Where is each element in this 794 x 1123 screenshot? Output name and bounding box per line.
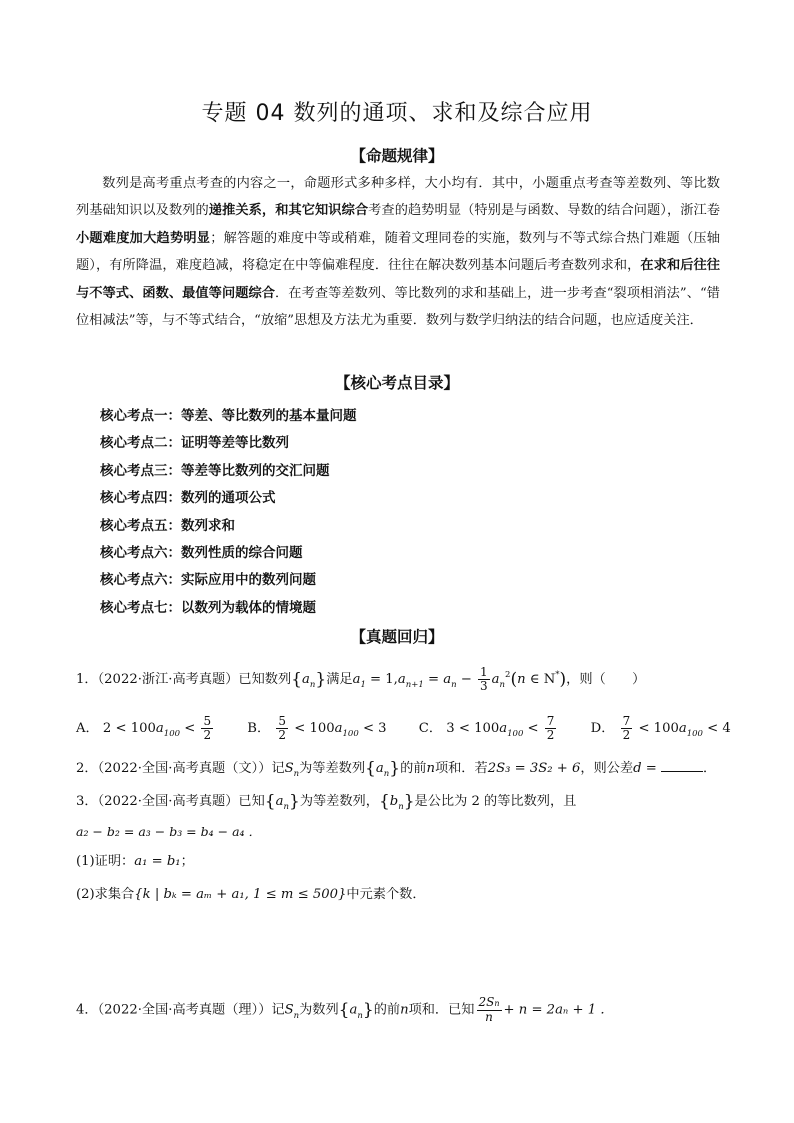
choice-c: C． $3 < 100a_{100}$ < $\frac{7}{2}$ bbox=[418, 714, 555, 742]
section-heading-real-questions: 【真题回归】 bbox=[350, 628, 444, 646]
rules-text-3: ；解答题的难度中等或稍难，随着文理同卷的实施，数列与不等式综合热门难题（压轴题），有所降温，难度趋减，将稳定在中等偏难程度．往往在解决数列基本问题后考查数列求和， bbox=[76, 230, 720, 274]
toc-list bbox=[100, 403, 357, 622]
toc-item: 核心考点六：实际应用中的数列问题 bbox=[100, 572, 316, 589]
choice-a: A． $2 < 100a_{100}$ < $\frac{5}{2}$ bbox=[76, 714, 212, 742]
page-title: 专题 04 数列的通项、求和及综合应用 bbox=[201, 101, 593, 126]
q1-prefix: 1．（2022·浙江·高考真题）已知数列 bbox=[76, 672, 292, 687]
question-4: 4．（2022·全国·高考真题（理））记$S_n$为数列$\{a_n\}$的前n项和．已知 $\frac{2Sn}{n}$ + n = 2aₙ + 1 ． bbox=[76, 995, 614, 1024]
question-3-part-1: (1)证明：a₁ = b₁； bbox=[76, 854, 194, 869]
toc-item: 核心考点六：数列性质的综合问题 bbox=[100, 544, 303, 561]
section-heading-rules: 【命题规律】 bbox=[350, 147, 444, 165]
question-3: 3．（2022·全国·高考真题）已知$\{a_n\}$为等差数列，$\{b_n\}$是公比为 2 的等比数列，且 bbox=[76, 791, 577, 812]
q3-prefix: 3．（2022·全国·高考真题）已知 bbox=[76, 794, 265, 809]
q1-mid: 满足 bbox=[326, 672, 353, 687]
rules-bold-1: 递推关系，和其它知识综合 bbox=[208, 203, 369, 219]
rules-bold-3: 在求和后往往与不等式、函数、最值等问题综合 bbox=[76, 258, 720, 301]
fraction: $\frac{2Sn}{n}$ bbox=[478, 995, 500, 1024]
question-2: 2．（2022·全国·高考真题（文））记$S_n$为等差数列$\{a_n\}$的前n项和．若2S₃ = 3S₂ + 6，则公差d = ． bbox=[76, 758, 717, 779]
toc-item: 核心考点四：数列的通项公式 bbox=[100, 490, 276, 507]
q2-equation: 2S₃ = 3S₂ + 6 bbox=[487, 761, 581, 776]
section-heading-toc: 【核心考点目录】 bbox=[334, 374, 459, 392]
rules-text-4: ．在考查等差数列、等比数列的求和基础上，进一步考查“裂项相消法”、“错位相减法”等，与不等式结合，“放缩”思想及方法尤为重要．数列与数学归纳法的结合问题，也应适度关注． bbox=[76, 285, 720, 329]
rules-text-1: 数列是高考重点考查的内容之一，命题形式多种多样，大小均有．其中，小题重点考查等差数列、等比数列基础知识以及数列的 bbox=[76, 176, 720, 219]
toc-item: 核心考点一：等差、等比数列的基本量问题 bbox=[100, 408, 357, 424]
rules-bold-2: 小题难度加大趋势明显 bbox=[76, 230, 211, 246]
rules-text-2: 考查的趋势明显（特别是与函数、导数的结合问题），浙江卷 bbox=[368, 203, 721, 219]
toc-item: 核心考点五：数列求和 bbox=[100, 517, 235, 534]
choice-d: D． $\frac{7}{2}$ < $100a_{100} < 4$ bbox=[590, 714, 731, 742]
answer-blank[interactable] bbox=[661, 759, 703, 772]
question-3-part-2: (2)求集合{k | bₖ = aₘ + a₁, 1 ≤ m ≤ 500}中元素个数． bbox=[76, 887, 426, 902]
rules-paragraph bbox=[76, 170, 720, 334]
q1-end: ，则（ ） bbox=[566, 672, 646, 687]
fraction: $\frac{1}{3}$ bbox=[480, 665, 488, 693]
q2-prefix: 2．（2022·全国·高考真题（文））记 bbox=[76, 761, 285, 776]
toc-item: 核心考点七：以数列为载体的情境题 bbox=[100, 599, 316, 616]
toc-item: 核心考点二：证明等差等比数列 bbox=[100, 435, 289, 452]
toc-item: 核心考点三：等差等比数列的交汇问题 bbox=[100, 462, 330, 479]
q4-prefix: 4．（2022·全国·高考真题（理））记 bbox=[76, 1002, 285, 1018]
question-1: 1．（2022·浙江·高考真题）已知数列$\{a_n\}$满足$a_1 = 1,a_{n+1} = a_n$ − $\frac{1}{3}$ $a_n^2(n$ ∈ N*)，则（ ） bbox=[76, 665, 646, 693]
choice-b: B． $\frac{5}{2}$ < $100a_{100} < 3$ bbox=[247, 714, 387, 742]
question-3-condition: a₂ − b₂ = a₃ − b₃ = b₄ − a₄ ． bbox=[76, 824, 262, 839]
question-1-choices bbox=[76, 715, 759, 742]
